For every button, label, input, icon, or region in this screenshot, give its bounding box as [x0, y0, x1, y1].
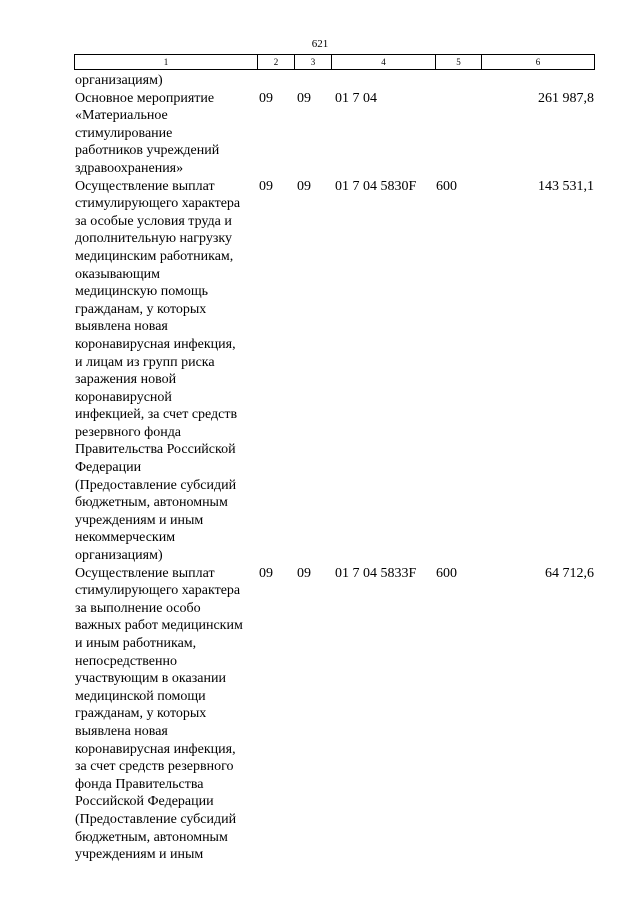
row-amount: 261 987,8: [538, 90, 594, 106]
row-target-code: [331, 72, 435, 90]
row-target-code: 01 7 04: [335, 90, 377, 106]
row-section: [257, 72, 294, 90]
row-name: Основное мероприятие «Материальное стимулирование работников учреждений здравоохранения»: [75, 90, 220, 176]
column-header-3: 3: [295, 55, 332, 70]
row-amount: 143 531,1: [538, 178, 594, 194]
row-expense-type: [435, 72, 481, 90]
row-subsection: 09: [297, 565, 311, 581]
row-target-code: 01 7 04 5833F: [335, 565, 417, 581]
row-section: 09: [259, 178, 273, 194]
row-name: Осуществление выплат стимулирующего характера за выполнение особо важных работ медицинским и иным работникам, непосредственно участвующим в оказании медицинской помощи гражданам, у которых выявлена новая коронавирусная инфекция, за счет средств резервного фонда Правительства Российской Федерации (Предоставление субсидий бюджетным, автономным учреждениям и иным: [75, 565, 243, 863]
row-target-code: 01 7 04 5830F: [335, 178, 417, 194]
table-row: [74, 90, 594, 178]
row-name: Осуществление выплат стимулирующего характера за особые условия труда и дополнительную нагрузку медицинским работникам, оказывающим медицинскую помощь гражданам, у которых выявлена новая коронавирусная инфекция, и лицам из групп риска заражения новой коронавирусной инфекцией, за счет средств резервного фонда Правительства Российской Федерации (Предоставление субсидий бюджетным, автономным учреждениям и иным некоммерческим организациям): [75, 178, 241, 564]
column-header-1: 1: [75, 55, 258, 70]
row-amount: 64 712,6: [545, 565, 594, 581]
row-section: 09: [259, 90, 273, 106]
column-header-row: [75, 55, 595, 70]
column-header-5: 5: [436, 55, 482, 70]
row-amount: [481, 72, 594, 90]
column-header-table: [74, 54, 595, 70]
table-row: [74, 72, 594, 90]
row-section: 09: [259, 565, 273, 581]
row-subsection: 09: [297, 178, 311, 194]
row-name: организациям): [75, 73, 163, 88]
budget-table: [74, 72, 594, 864]
row-expense-type: 600: [436, 565, 457, 581]
row-expense-type: [435, 90, 481, 178]
column-header-6: 6: [482, 55, 595, 70]
page-number: 621: [311, 38, 329, 50]
column-header-4: 4: [332, 55, 436, 70]
table-row: [74, 565, 594, 864]
table-row: [74, 178, 594, 565]
column-header-2: 2: [258, 55, 295, 70]
row-expense-type: 600: [436, 178, 457, 194]
row-subsection: [294, 72, 331, 90]
row-subsection: 09: [297, 90, 311, 106]
